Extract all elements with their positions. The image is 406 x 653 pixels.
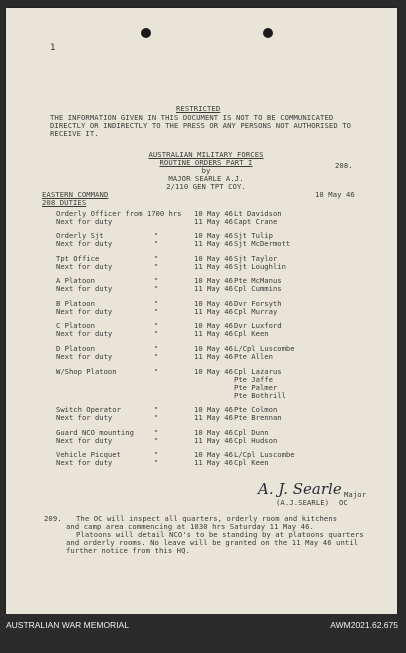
ditto-mark: " (154, 450, 159, 459)
signatory-title: OC (339, 498, 348, 507)
duty-date: 10 May 46 (194, 299, 233, 308)
duty-role: Next for duty (56, 413, 113, 422)
duty-role: Next for duty (56, 239, 113, 248)
duty-person: Cpl Cummins (234, 284, 282, 293)
page-mark: 1 (50, 43, 56, 53)
duty-role: Next for duty (56, 217, 113, 226)
duty-person: Cpl Keen (234, 458, 269, 467)
duty-person: Cpl Keen (234, 329, 269, 338)
duty-person: Lt Davidson (234, 209, 282, 218)
duty-person: Sjt Tulip (234, 231, 273, 240)
ditto-mark: " (154, 299, 159, 308)
duty-row (56, 391, 356, 399)
duty-person: Capt Crane (234, 217, 278, 226)
header-line: 2/110 GEN TPT COY. (166, 182, 246, 191)
duty-row (56, 383, 356, 391)
duty-person: Cpl Dunn (234, 428, 269, 437)
duty-person: Sjt Loughlin (234, 262, 286, 271)
restricted-heading: RESTRICTED (176, 104, 221, 113)
duty-date: 10 May 46 (194, 428, 233, 437)
duty-date: 10 May 46 (194, 321, 233, 330)
ditto-mark: " (154, 405, 159, 414)
order-date: 10 May 46 (315, 190, 355, 199)
duty-role: Next for duty (56, 458, 113, 467)
duty-row (56, 262, 356, 270)
duty-row (56, 367, 356, 375)
duty-date: 11 May 46 (194, 284, 233, 293)
duty-role: Next for duty (56, 262, 113, 271)
duty-date: 11 May 46 (194, 413, 233, 422)
duty-person: Dvr Forsyth (234, 299, 282, 308)
duty-person: Pte Jaffe (234, 375, 273, 384)
item-number: 209. (44, 514, 62, 523)
duty-row (56, 239, 356, 247)
duty-person: L/Cpl Luscombe (234, 344, 295, 353)
duty-date: 10 May 46 (194, 276, 233, 285)
ditto-mark: " (154, 239, 159, 248)
ditto-mark: " (154, 329, 159, 338)
ditto-mark: " (154, 367, 159, 376)
duty-row (56, 458, 356, 466)
duty-row (56, 217, 356, 225)
item-text-line: The OC will inspect all quarters, orderly room and kitchens (76, 514, 338, 523)
duty-date: 11 May 46 (194, 307, 233, 316)
ditto-mark: " (154, 352, 159, 361)
punch-hole (141, 28, 151, 38)
item-text-line: and orderly rooms. No leave will be granted on the 11 May 46 until (66, 538, 359, 547)
duty-row (56, 307, 356, 315)
signatory-name: (A.J.SEARLE) (276, 498, 330, 507)
duty-date: 10 May 46 (194, 450, 233, 459)
command-label: EASTERN COMMAND (42, 190, 109, 199)
duty-person: Cpl Lazarus (234, 367, 282, 376)
duty-person: Sjt McDermott (234, 239, 291, 248)
duty-date: 11 May 46 (194, 436, 233, 445)
duty-role: Tpt Office (56, 254, 100, 263)
duty-row (56, 352, 356, 360)
duty-row (56, 231, 356, 239)
notice-line: DIRECTLY OR INDIRECTLY TO THE PRESS OR ANY PERSONS NOT AUTHORISED TO (50, 121, 352, 130)
duty-date: 10 May 46 (194, 209, 233, 218)
duty-row (56, 254, 356, 262)
ditto-mark: " (154, 262, 159, 271)
duty-role: W/Shop Platoon (56, 367, 117, 376)
duty-date: 11 May 46 (194, 239, 233, 248)
document-page (6, 8, 397, 614)
duty-row (56, 209, 356, 217)
duty-person: Pte Allen (234, 352, 273, 361)
duty-date: 11 May 46 (194, 352, 233, 361)
duty-person: Pte Palmer (234, 383, 278, 392)
duty-role: Vehicle Picquet (56, 450, 121, 459)
duty-role: D Platoon (56, 344, 95, 353)
item-text-line: and camp area commencing at 1030 hrs Saturday 11 May 46. (66, 522, 314, 531)
header-line: by (201, 166, 211, 175)
duty-row (56, 329, 356, 337)
duty-date: 10 May 46 (194, 231, 233, 240)
section-heading: 208 DUTIES (42, 198, 87, 207)
signatory-rank: Major (344, 490, 367, 499)
duty-date: 10 May 46 (194, 367, 233, 376)
duty-date: 10 May 46 (194, 405, 233, 414)
ditto-mark: " (154, 284, 159, 293)
ditto-mark: " (154, 344, 159, 353)
duty-row (56, 344, 356, 352)
ditto-mark: " (154, 254, 159, 263)
duty-person: Sjt Taylor (234, 254, 278, 263)
ditto-mark: " (154, 276, 159, 285)
ditto-mark: " (154, 436, 159, 445)
item-text-line: further notice from this HQ. (66, 546, 190, 555)
duty-row (56, 299, 356, 307)
duty-person: Cpl Murray (234, 307, 278, 316)
ditto-mark: " (154, 413, 159, 422)
duty-date: 11 May 46 (194, 329, 233, 338)
duty-date: 11 May 46 (194, 458, 233, 467)
duty-row (56, 428, 356, 436)
duty-role: Orderly Officer from 1700 hrs (56, 209, 182, 218)
duty-role: Next for duty (56, 352, 113, 361)
handwritten-signature: A. J. Searle (258, 480, 342, 498)
duty-row (56, 321, 356, 329)
duty-role: C Platoon (56, 321, 95, 330)
duty-role: Next for duty (56, 307, 113, 316)
duty-row (56, 405, 356, 413)
duty-row (56, 413, 356, 421)
archive-footer (0, 614, 406, 653)
footer-institution: AUSTRALIAN WAR MEMORIAL (6, 620, 129, 630)
duty-role: B Platoon (56, 299, 95, 308)
duty-role: Next for duty (56, 436, 113, 445)
ditto-mark: " (154, 231, 159, 240)
duty-date: 10 May 46 (194, 254, 233, 263)
ditto-mark: " (154, 428, 159, 437)
item-text-line: Platoons will detail NCO's to be standing by at platoons quarters (76, 530, 364, 539)
duty-role: Orderly Sjt (56, 231, 104, 240)
duty-date: 11 May 46 (194, 262, 233, 271)
duty-role: Guard NCO mounting (56, 428, 134, 437)
duty-role: A Platoon (56, 276, 95, 285)
duty-role: Switch Operator (56, 405, 121, 414)
header-line: ROUTINE ORDERS PART I (159, 158, 253, 167)
duty-row (56, 284, 356, 292)
duty-date: 11 May 46 (194, 217, 233, 226)
duty-person: Pte Bothrill (234, 391, 286, 400)
ditto-mark: " (154, 458, 159, 467)
notice-line: RECEIVE IT. (50, 129, 99, 138)
duty-row (56, 375, 356, 383)
duty-row (56, 436, 356, 444)
duty-row (56, 276, 356, 284)
duty-person: Pte McManus (234, 276, 282, 285)
duty-person: Pte Colmon (234, 405, 278, 414)
footer-accession-number: AWM2021.62.675 (330, 620, 398, 630)
punch-hole (263, 28, 273, 38)
duty-row (56, 450, 356, 458)
notice-line: THE INFORMATION GIVEN IN THIS DOCUMENT IS NOT TO BE COMMUNICATED (50, 113, 334, 122)
order-number: 208. (335, 161, 353, 170)
duty-date: 10 May 46 (194, 344, 233, 353)
duty-role: Next for duty (56, 284, 113, 293)
ditto-mark: " (154, 307, 159, 316)
duty-person: Pte Brennan (234, 413, 282, 422)
duty-person: Cpl Hudson (234, 436, 278, 445)
duty-person: L/Cpl Luscombe (234, 450, 295, 459)
header-line: MAJOR SEARLE A.J. (168, 174, 244, 183)
ditto-mark: " (154, 321, 159, 330)
header-line: AUSTRALIAN MILITARY FORCES (148, 150, 264, 159)
duty-role: Next for duty (56, 329, 113, 338)
duty-person: Dvr Luxford (234, 321, 282, 330)
